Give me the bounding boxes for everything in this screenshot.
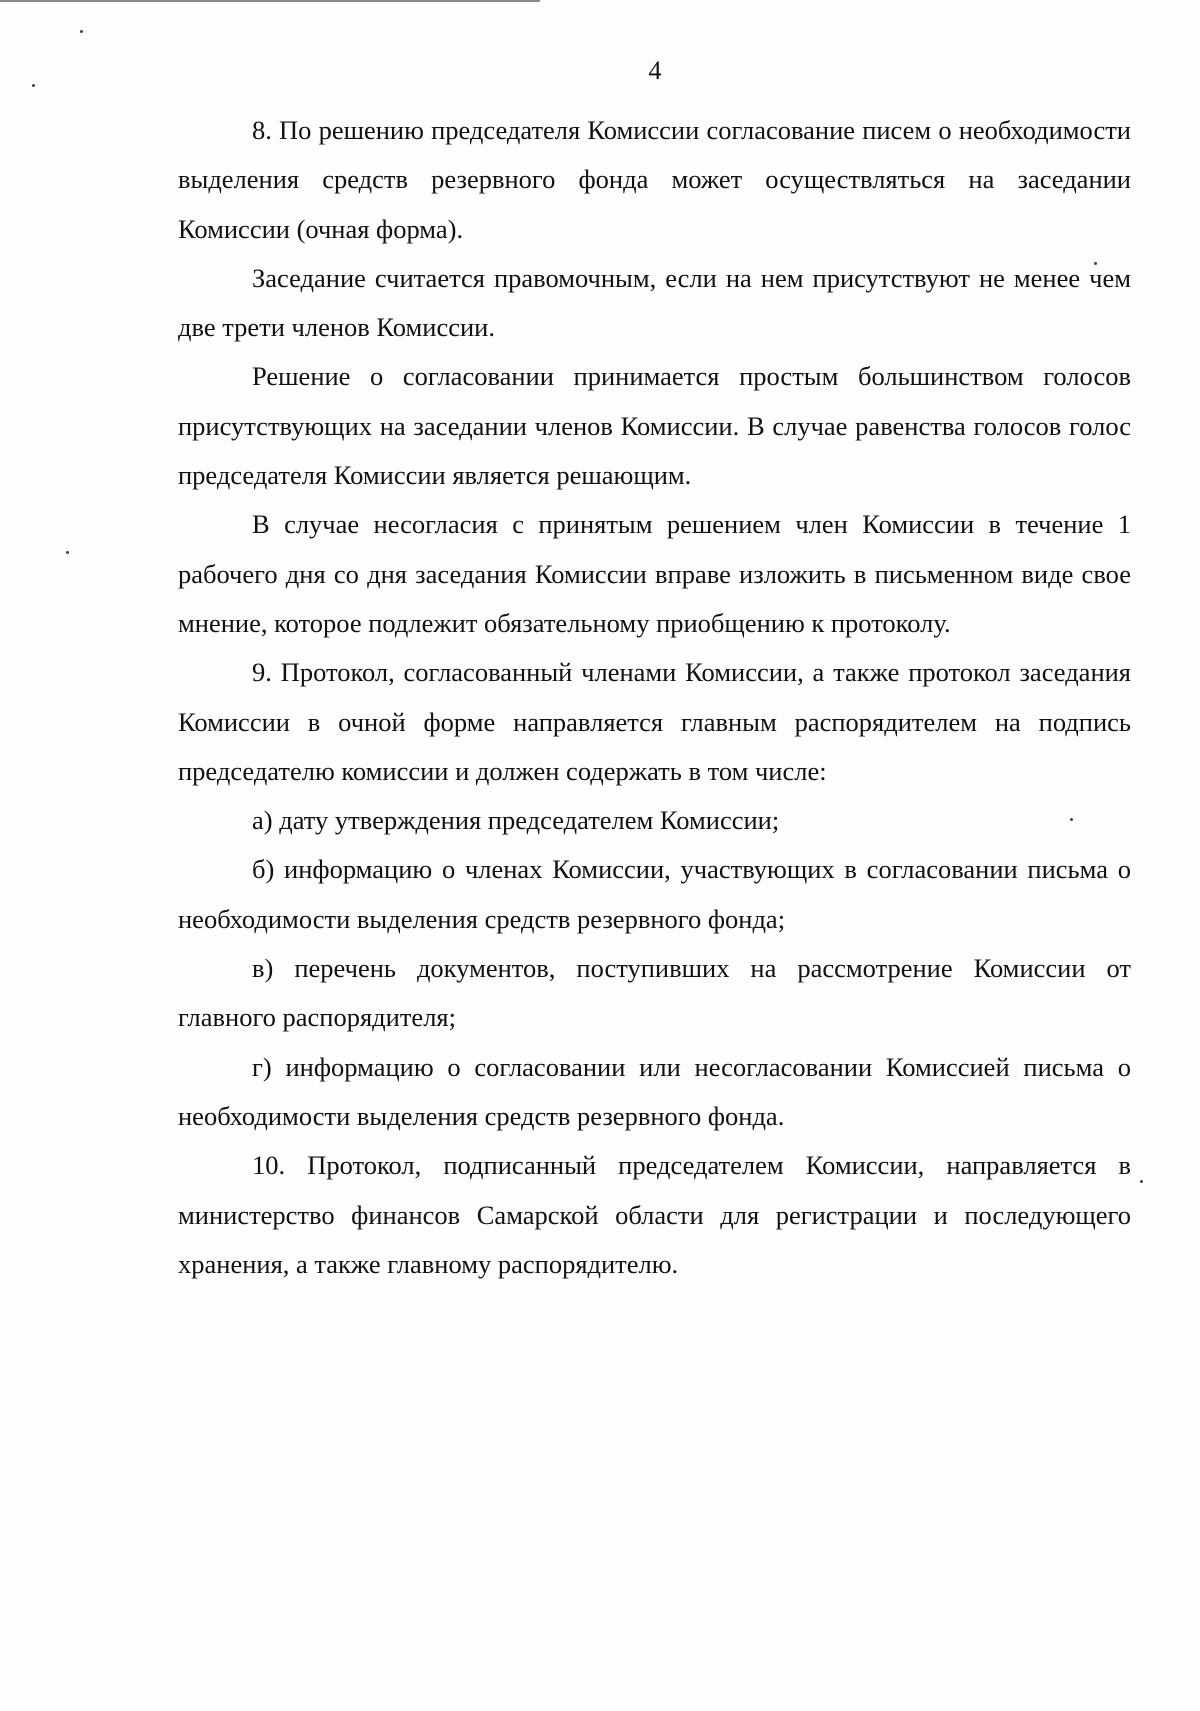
page-number: 4 [648,56,662,85]
paragraph-dissent: В случае несогласия с принятым решением член Комиссии в течение 1 рабочего дня со дня заседания Комиссии вправе изложить в письменном виде свое мнение, которое подлежит обязательному приобщению к протоколу. [178,509,1131,638]
list-item-b: б) информацию о членах Комиссии, участвующих в согласовании письма о необходимости выделения средств резервного фонда; [178,854,1131,934]
document-body [178,106,1131,1289]
scan-speck [1140,1180,1143,1183]
scan-speck [66,551,69,554]
paragraph-clause-8: 8. По решению председателя Комиссии согласование писем о необходимости выделения средств резервного фонда может осуществляться на заседании Комиссии (очная форма). [178,115,1131,244]
list-item-v: в) перечень документов, поступивших на рассмотрение Комиссии от главного распорядителя; [178,953,1131,1033]
list-item-a: а) дату утверждения председателем Комиссии; [252,805,780,836]
scan-speck [80,30,83,33]
paragraph-quorum: Заседание считается правомочным, если на нем присутствуют не менее чем две трети членов Комиссии. [178,262,1131,343]
paragraph-clause-9: 9. Протокол, согласованный членами Комиссии, а также протокол заседания Комиссии в очной форме направляется главным распорядителем на подпись председателю комиссии и должен содержать в том числе: [178,657,1131,786]
paragraph-clause-10: 10. Протокол, подписанный председателем Комиссии, направляется в министерство финансов Самарской области для регистрации и последующего хранения, а также главному распорядителю. [178,1150,1131,1279]
paragraph-decision: Решение о согласовании принимается простым большинством голосов присутствующих на заседании членов Комиссии. В случае равенства голосов голос председателя Комиссии является решающим. [178,361,1131,491]
scan-edge-line [0,0,540,2]
list-item-g: г) информацию о согласовании или несогласовании Комиссией письма о необходимости выделения средств резервного фонда. [178,1051,1131,1131]
